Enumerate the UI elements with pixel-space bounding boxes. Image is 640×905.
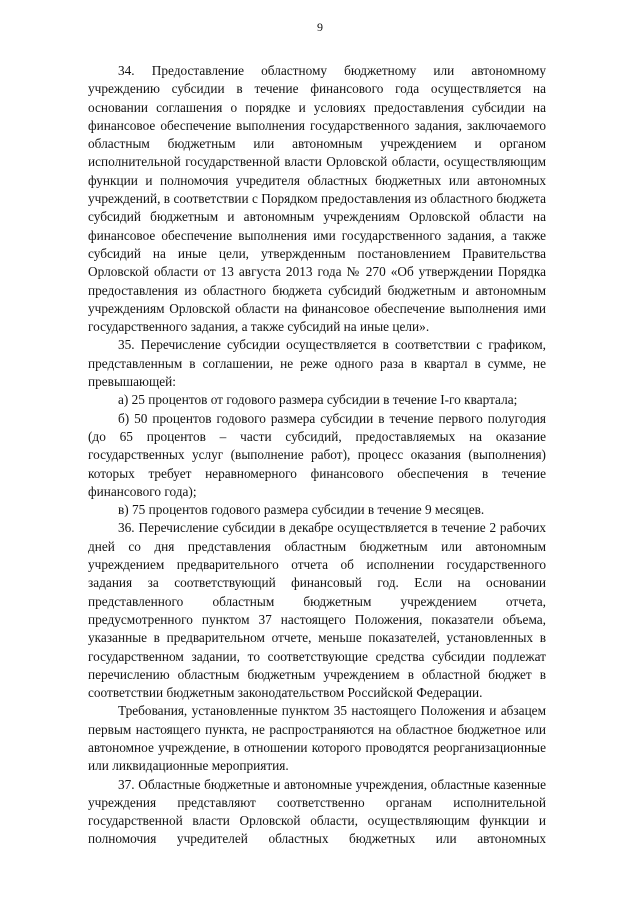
paragraph-35-item-b: б) 50 процентов годового размера субсидии в течение первого полугодия (до 65 процентов – части субсидий, предоставляемых на оказание государственных услуг (выполнение работ), процесс оказания (выполнения) которых требует неравномерного финансового обеспечения в течение финансового года); — [88, 410, 546, 499]
paragraph-36-requirements: Требования, установленные пунктом 35 настоящего Положения и абзацем первым настоящего пункта, не распространяются на областное бюджетное или автономное учреждение, в отношении которого проводятся реорганизационные или ликвидационные мероприятия. — [88, 703, 546, 774]
paragraph-35-item-a: а) 25 процентов от годового размера субсидии в течение I-го квартала; — [118, 392, 518, 408]
paragraph-34: 34. Предоставление областному бюджетному или автономному учреждению субсидии в течение финансового года осуществляется на основании соглашения о порядке и условиях предоставления субсидии на финансовое обеспечение выполнения государственного задания, заключаемого областным бюджетным или автономным учреждением и органом исполнительной государственной власти Орловской области, осуществляющим функции и полномочия учредителя областных бюджетных или автономных учреждений, в соответствии с Порядком предоставления из областного бюджета субсидий бюджетным и автономным учреждениям Орловской области на финансовое обеспечение выполнения ими государственного задания, а также субсидий на иные цели, утвержденным постановлением Правительства Орловской области от 13 августа 2013 года № 270 «Об утверждении Порядка предоставления из областного бюджета субсидий бюджетным и автономным учреждениям Орловской области на финансовое обеспечение выполнения ими государственного задания, а также субсидий на иные цели». — [88, 63, 546, 335]
document-body — [88, 62, 546, 849]
paragraph-37: 37. Областные бюджетные и автономные учреждения, областные казенные учреждения представляют соответственно органам исполнительной государственной власти Орловской области, осуществляющим функции и полномочия учредителей областных бюджетных или автономных — [88, 776, 546, 847]
paragraph-35-item-c: в) 75 процентов годового размера субсидии в течение 9 месяцев. — [118, 502, 485, 518]
paragraph-36: 36. Перечисление субсидии в декабре осуществляется в течение 2 рабочих дней со дня представления областным бюджетным или автономным учреждением предварительного отчета об исполнении государственного задания за соответствующий финансовый год. Если на основании представленного областным бюджетным учреждением отчета, предусмотренного пунктом 37 настоящего Положения, показатели объема, указанные в предварительном отчете, меньше показателей, установленных в государственном задании, то соответствующие средства субсидии подлежат перечислению областным бюджетным учреждением в областной бюджет в соответствии бюджетным законодательством Российской Федерации. — [88, 520, 546, 701]
paragraph-35: 35. Перечисление субсидии осуществляется в соответствии с графиком, представленным в соглашении, не реже одного раза в квартал в сумме, не превышающей: — [88, 337, 546, 390]
page-number: 9 — [317, 20, 323, 34]
